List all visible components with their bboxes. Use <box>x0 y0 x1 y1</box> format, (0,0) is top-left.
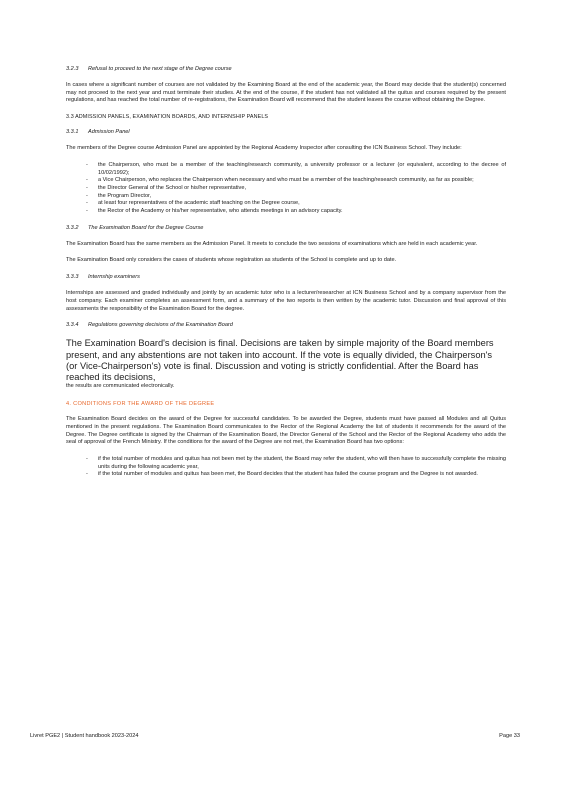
section-title: Admission Panel <box>88 129 130 136</box>
section-3-3-2-title <box>66 225 506 231</box>
list-item: - a Vice Chairperson, who replaces the Chairperson when necessary and who must be a member of the teaching/research community, as far as possible; <box>66 177 506 185</box>
internship-paragraph: Internships are assessed and graded individually and jointly by an academic tutor who is a lecturer/researcher at ICN Business School and by a company supervisor from the host company. Each examiner completes an assessment form, and a summary of the two reports is then written by the academic tutor. Discussion and final approval of this assessments the responsibility of the Examination Board for the degree. <box>66 290 506 312</box>
award-options-list <box>66 456 506 479</box>
admission-members-list <box>66 162 506 216</box>
list-item: - at least four representatives of the academic staff teaching on the Degree course, <box>66 200 506 208</box>
award-conditions-paragraph: The Examination Board decides on the award of the Degree for successful candidates. To be awarded the Degree, students must have passed all Modules and all Quitus mentioned in the present regulations. The Examination Board communicates to the Rector of the Regional Academy the list of students it recommends for the award of the Degree. The Degree certificate is signed by the Chairman of the Examination Board, the Director General of the School and the Rector of the Regional Academy who adds the seal of approval of the French Ministry. If the conditions for the award of the Degree are not met, the Examination Board has two options: <box>66 416 506 446</box>
exam-board-paragraph-1: The Examination Board has the same members as the Admission Panel. It meets to conclude the two sessions of examinations which are held in each academic year. <box>66 240 478 247</box>
list-item: - the Rector of the Academy or his/her representative, who attends meetings in an advisory capacity. <box>66 208 506 216</box>
section-number: 3.3.4 <box>66 322 79 329</box>
section-title: Refusal to proceed to the next stage of the Degree course <box>88 66 232 72</box>
section-title: The Examination Board for the Degree Course <box>88 224 204 231</box>
section-3-3-heading: 3.3 ADMISSION PANELS, EXAMINATION BOARDS, AND INTERNSHIP PANELS <box>66 114 269 121</box>
list-item: - the Program Director, <box>66 193 506 201</box>
exam-board-paragraph-2: The Examination Board only considers the cases of students whose registration as students of the School is complete and up to date. <box>66 257 397 264</box>
section-title: Regulations governing decisions of the Examination Board <box>88 322 233 329</box>
list-item: - the Director General of the School or his/her representative, <box>66 185 506 193</box>
section-3-2-3-title <box>66 66 506 72</box>
page-number: Page 33 <box>499 733 520 739</box>
section-number: 3.3.1 <box>66 129 79 136</box>
admission-intro: The members of the Degree course Admission Panel are appointed by the Regional Academy Inspector after consulting the ICN Business School. They include: <box>66 145 462 152</box>
section-3-3-1-title <box>66 129 506 135</box>
section-number: 3.2.3 <box>66 66 79 72</box>
board-decision-paragraph: The Examination Board's decision is final. Decisions are taken by simple majority of the Board members present, and any abstentions are not taken into account. If the vote is equally divided, the Chairperson's (or Vice-Chairperson's) vote is final. Discussion and voting is strictly confidential. After the Board has reached its decisions, <box>66 338 494 383</box>
list-item: - the Chairperson, who must be a member of the teaching/research community, a university professor or a lecturer (or equivalent, according to the decree of 10/02/1992); <box>66 162 506 177</box>
refusal-paragraph: In cases where a significant number of courses are not validated by the Examining Board at the end of the academic year, the Board may decide that the student(s) concerned may not proceed to the next year and must terminate their studies. At the end of the course, if the student has not validated all the quitus and courses required by the present regulations, and has reached the total number of re-registrations, the Examination Board will recommend that the student leaves the course without obtaining the Degree. <box>66 82 506 104</box>
results-note <box>66 383 506 391</box>
section-title: Internship examiners <box>88 274 140 281</box>
list-item: - if the total number of modules and quitus has been met, the Board decides that the student has failed the course program and the Degree is not awarded. <box>66 471 506 479</box>
footer-handbook-label: Livret PGE2 | Student handbook 2023-2024 <box>30 733 139 739</box>
section-number: 3.3.3 <box>66 274 79 281</box>
section-3-3-4-title <box>66 322 506 328</box>
page-footer <box>30 733 520 739</box>
document-page <box>66 66 506 488</box>
list-item: - if the total number of modules and quitus has not been met by the student, the Board may refer the student, who will then have to successfully complete the missing units during the following academic year, <box>66 456 506 471</box>
section-4-heading: 4. CONDITIONS FOR THE AWARD OF THE DEGREE <box>66 401 215 408</box>
results-note-text: the results are communicated electronically. <box>66 383 175 390</box>
section-3-3-3-title <box>66 274 506 280</box>
section-number: 3.3.2 <box>66 224 79 231</box>
